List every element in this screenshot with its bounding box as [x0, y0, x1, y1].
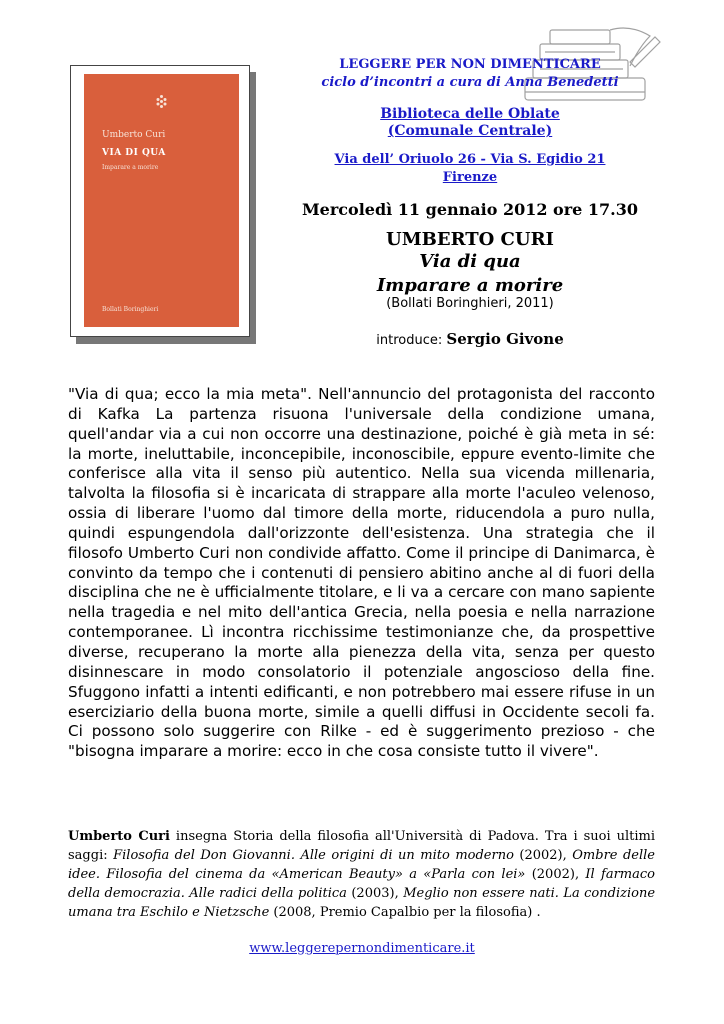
bio-work-2: Ombre delle idee. Filosofia del cinema da «American Beauty» a «Parla con lei»: [68, 848, 656, 882]
event-description: "Via di qua; ecco la mia meta". Nell'annuncio del protagonista del racconto di Kafka La partenza risuona l'universale della condizione umana, quell'andar via a cui non occorre una destinazione, poiché è già meta in sé: la morte, ineluttabile, inconcepibile, inconoscibile, eppure evento-limite che conferisce alla vita il senso più autentico. Nella sua vicenda millenaria, talvolta la filosofia si è incaricata di strappare alla morte l'aculeo velenoso, ossia di liberare l'uomo dal timore della morte, riducendola a puro nulla, quindi espungendola dall'orizzonte dell'esistenza. Una strategia che il filosofo Umberto Curi non condivide affatto. Come il principe di Danimarca, è convinto da tempo che i contenuti di pensiero abitino anche al di fuori della disciplina che ne è ufficialmente titolare, e li va a cercare con mano sapiente nella tragedia e nel mito dell'antica Grecia, nella poesia e nella narrazione contemporanee. Lì incontra ricchissime testimonianze che, da prospettive diverse, recuperano la morte alla pienezza della vita, senza per questo disinnescare in modo consolatorio il potenziale angoscioso della fine. Sfuggono infatti a intenti edificanti, e non potrebbero mai essere rifuse in un eserciziario della buona morte, simile a quelli diffusi in Occidente secoli fa. Ci possono solo suggerire con Rilke - ed è suggerimento prezioso - che "bisogna imparare a morire: ecco in che cosa consiste tutto il vivere".: [68, 385, 655, 761]
venue-city[interactable]: Firenze: [442, 170, 498, 185]
curator-prefix: ciclo d’incontri a cura di: [321, 75, 506, 90]
bio-text-5: (2008, Premio Capalbio per la filosofia) .: [269, 905, 541, 920]
venue-subtitle[interactable]: (Comunale Centrale): [387, 123, 553, 139]
bio-text-1: insegna Storia della filosofia all'Università di Padova. Tra i suoi ultimi saggi:: [68, 829, 656, 863]
author-bio: [68, 827, 655, 922]
cover-publisher: Bollati Boringhieri: [102, 306, 159, 313]
event-datetime: Mercoledì 11 gennaio 2012 ore 17.30: [301, 200, 639, 219]
book-publisher: (Bollati Boringhieri, 2011): [386, 296, 554, 311]
book-title-line2: Imparare a morire: [376, 275, 564, 296]
venue-address[interactable]: Via dell’ Oriuolo 26 - Via S. Egidio 21: [334, 152, 606, 167]
website-link[interactable]: www.leggerepernondimenticare.it: [249, 941, 475, 956]
publisher-seal-icon: [154, 94, 169, 109]
series-title: LEGGERE PER NON DIMENTICARE: [339, 57, 601, 72]
book-title-line1: Via di qua: [419, 251, 521, 272]
series-curator-line: [250, 75, 690, 90]
book-cover-frame: [70, 65, 250, 337]
bio-name: Umberto Curi: [68, 829, 170, 844]
venue-name[interactable]: Biblioteca delle Oblate: [380, 106, 560, 122]
cover-author: Umberto Curi: [102, 130, 166, 140]
curator-name: Anna Benedetti: [505, 75, 619, 90]
bio-text-3: (2002),: [525, 867, 586, 882]
bio-text-4: (2003),: [346, 886, 404, 901]
bio-work-1: Filosofia del Don Giovanni. Alle origini di un mito moderno: [113, 848, 514, 863]
introducer-line: [250, 330, 690, 348]
introducer-label: introduce:: [376, 333, 447, 348]
bio-text-2: (2002),: [513, 848, 573, 863]
book-cover: [84, 74, 239, 327]
introducer-name: Sergio Givone: [446, 330, 564, 348]
bio-work-4: Meglio non essere nati. La condizione umana tra Eschilo e Nietzsche: [68, 886, 656, 920]
bio-work-3: Il farmaco della democrazia. Alle radici della politica: [68, 867, 655, 901]
cover-title: VIA DI QUA: [102, 148, 166, 158]
cover-subtitle: Imparare a morire: [102, 164, 159, 171]
event-author: UMBERTO CURI: [386, 229, 554, 250]
